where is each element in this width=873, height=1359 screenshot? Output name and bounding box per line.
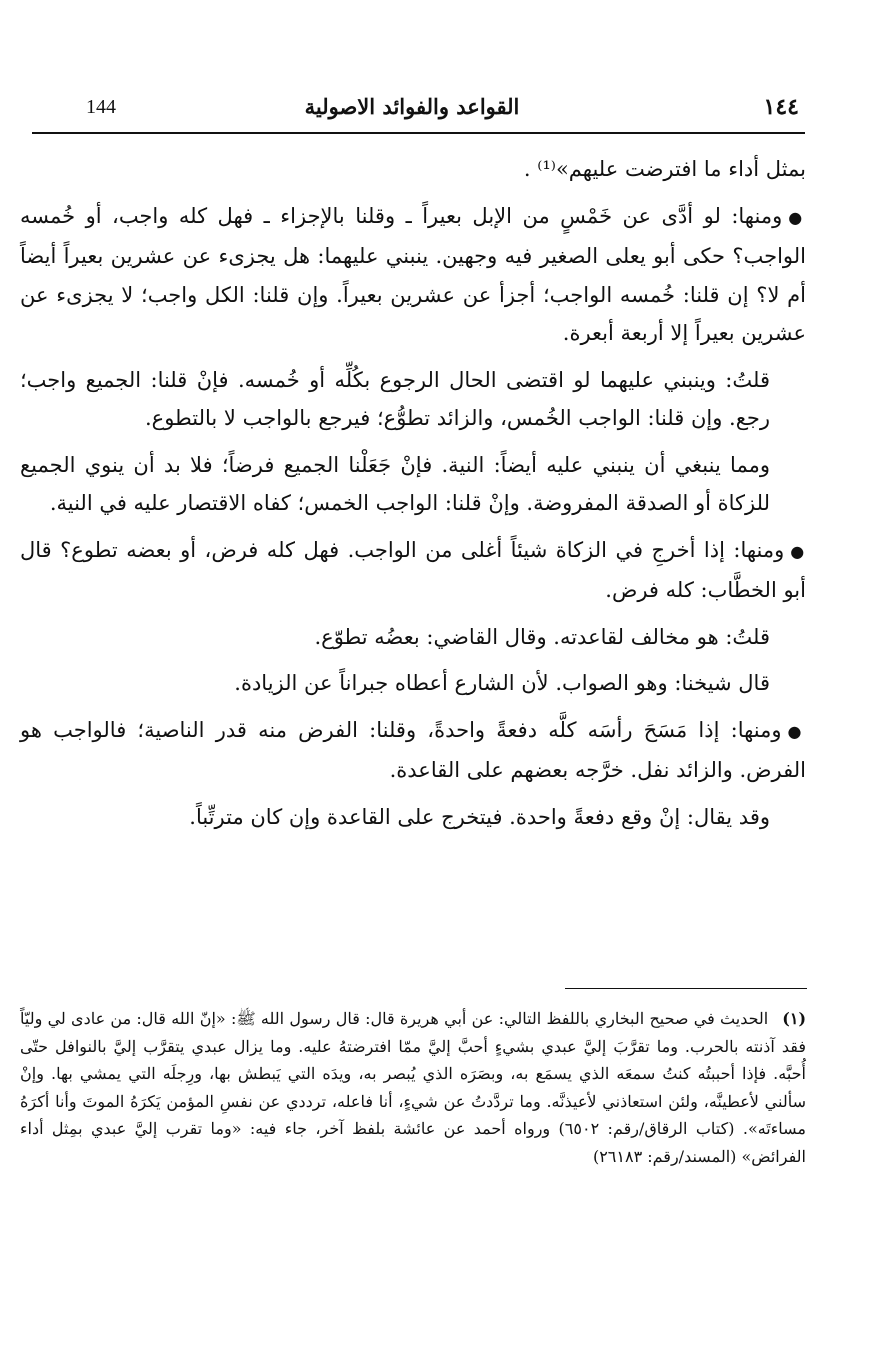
footnote-text: الحديث في صحيح البخاري باللفظ التالي: عن أبي هريرة قال: قال رسول الله ﷺ: «إنّ الله قال: من عادى لي وليّاً فقد آذنته بالحرب. وما تقرَّبَ إليَّ عبدي بشيءٍ أحبَّ إليَّ ممّا افترضتهُ عليه. وما يزال عبدي يتقرَّب إليَّ بالنوافل حتّى أُحبَّه. فإذا أحببتُه كنتُ سمعَه الذي يسمَع به، وبصَرَه الذي يُبصر به، ويدَه التي يَبطش بها، ورِجلَه التي يمشي بها. وإنْ سألني لأعطينَّه، ولئن استعاذني لأعيذنَّه. وما تردَّدتُ عن شيءٍ، أنا فاعله، ترددي عن نفسِ المؤمن يَكرَهُ الموتَ وأنا أكرَهُ مساءتَه». (كتاب الرقاق/رقم: ٦٥٠٢) ورواه أحمد عن عائشة بلفظ آخر، جاء فيه: «وما تقرب إليَّ عبدي بمِثل أداء الفرائض» (المسند/رقم: ٢٦١٨٣) — [20, 1009, 807, 1166]
paragraph-1: بمثل أداء ما افترضت عليهم»⁽¹⁾ . — [523, 157, 806, 181]
footnote — [20, 1005, 806, 1170]
bullet-icon: ● — [787, 721, 806, 741]
running-title: القواعد والفوائد الاصولية — [304, 94, 520, 119]
main-text — [20, 150, 806, 844]
paragraph-9: وقد يقال: إنْ وقع دفعةً واحدة. فيتخرج على القاعدة وإن كان مترتِّباً. — [189, 804, 770, 829]
header-rule — [32, 132, 805, 134]
footnote-number: (١) — [782, 1009, 807, 1028]
bullet-icon: ● — [788, 207, 806, 227]
footnote-separator — [565, 988, 807, 989]
paragraph-5-text: ومنها: إذا أخرجِ في الزكاة شيئاً أغلى من الواجب. فهل كله فرض، أو بعضه تطوع؟ قال أبو الخطَّاب: كله فرض. — [20, 537, 806, 602]
paragraph-2-text: ومنها: لو أدَّى عن خَمْسٍ من الإبل بعيراً ـ وقلنا بالإجزاء ـ فهل كله واجب، أو خُمسه الواجب؟ حكى أبو يعلى الصغير فيه وجهين. ينبني عليهما: هل يجزىء عن عشرين بعيراً أيضاً أم لا؟ إن قلنا: خُمسه الواجب؛ أجزأ عن عشرين بعيراً. وإن قلنا: الكل واجب؛ لا يجزىء عن عشرين بعيراً إلا أربعة أبعرة. — [20, 203, 806, 345]
paragraph-4: ومما ينبغي أن ينبني عليه أيضاً: النية. فإنْ جَعَلْنا الجميع فرضاً؛ فلا بد أن ينوي الجميع للزكاة أو الصدقة المفروضة. وإنْ قلنا: الواجب الخمس؛ كفاه الاقتصار عليه في النية. — [20, 452, 770, 515]
paragraph-2 — [20, 197, 806, 353]
bullet-icon: ● — [790, 541, 806, 561]
paragraph-5 — [20, 531, 806, 610]
page-number-arabic: ١٤٤ — [763, 94, 799, 120]
paragraph-3: قلتُ: وينبني عليهما لو اقتضى الحال الرجوع بكُلِّه أو خُمسه. فإنْ قلنا: الجميع واجب؛ رجع. وإن قلنا: الواجب الخُمس، والزائد تطوُّع؛ فيرجع بالواجب لا بالتطوع. — [20, 367, 770, 430]
paragraph-8 — [20, 711, 806, 790]
paragraph-7: قال شيخنا: وهو الصواب. لأن الشارع أعطاه جبراناً عن الزيادة. — [234, 671, 770, 695]
page-number-latin: 144 — [86, 96, 116, 118]
paragraph-8-text: ومنها: إذا مَسَحَ رأسَه كلَّه دفعةً واحدةً، وقلنا: الفرض منه قدر الناصية؛ فالواجب هو الفرض. والزائد نفل. خرَّجه بعضهم على القاعدة. — [20, 717, 806, 782]
page-header — [32, 90, 805, 134]
paragraph-6: قلتُ: هو مخالف لقاعدته. وقال القاضي: بعضُه تطوّع. — [314, 624, 770, 649]
